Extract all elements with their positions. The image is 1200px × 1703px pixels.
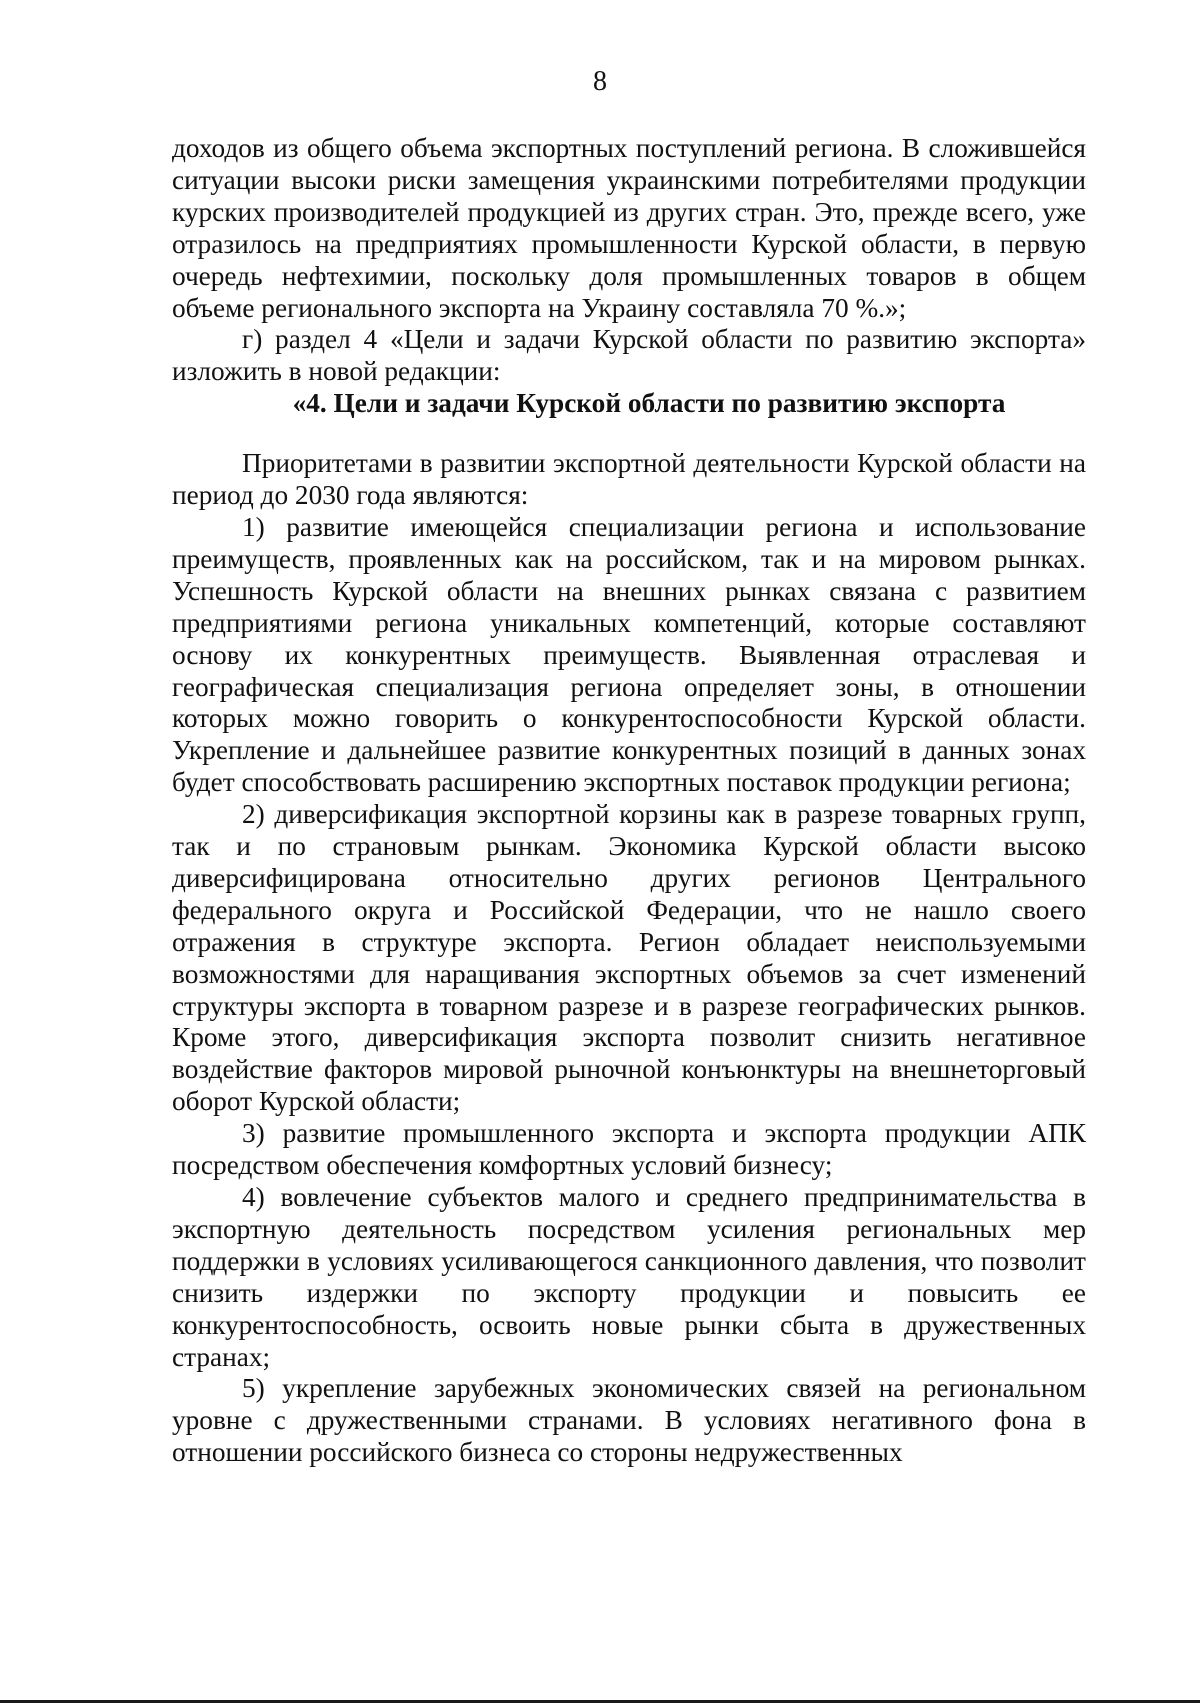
paragraph-continuation: доходов из общего объема экспортных поступлений региона. В сложившейся ситуации высоки риски замещения украинскими потребителями продукции курских производителей продукцией из других стран. Это, прежде всего, уже отразилось на предприятиях промышленности Курской области, в первую очередь нефтехимии, поскольку доля промышленных товаров в общем объеме регионального экспорта на Украину составляла 70 %.»; [172,133,1086,323]
spacer [172,420,1086,448]
paragraph-priorities-intro: Приоритетами в развитии экспортной деятельности Курской области на период до 2030 года являются: [172,448,1086,511]
list-item-4: 4) вовлечение субъектов малого и среднего предпринимательства в экспортную деятельность посредством усиления региональных мер поддержки в условиях усиливающегося санкционного давления, что позволит снизить издержки по экспорту продукции и повысить ее конкурентоспособность, освоить новые рынки сбыта в дружественных странах; [172,1182,1086,1372]
document-body [172,133,1086,1469]
list-item-1: 1) развитие имеющейся специализации региона и использование преимуществ, проявленных как на российском, так и на мировом рынках. Успешность Курской области на внешних рынках связана с развитием предприятиями региона уникальных компетенций, которые составляют основу их конкурентных преимуществ. Выявленная отраслевая и географическая специализация региона определяет зоны, в отношении которых можно говорить о конкурентоспособности Курской области. Укрепление и дальнейшее развитие конкурентных позиций в данных зонах будет способствовать расширению экспортных поставок продукции региона; [172,511,1086,798]
list-item-2: 2) диверсификация экспортной корзины как в разрезе товарных групп, так и по страновым рынкам. Экономика Курской области высоко диверсифицирована относительно других регионов Центрального федерального округа и Российской Федерации, что не нашло своего отражения в структуре экспорта. Регион обладает неиспользуемыми возможностями для наращивания экспортных объемов за счет изменений структуры экспорта в товарном разрезе и в разрезе географических рынков. Кроме этого, диверсификация экспорта позволит снизить негативное воздействие факторов мировой рыночной конъюнктуры на внешнеторговый оборот Курской области; [172,799,1086,1117]
section-heading: «4. Цели и задачи Курской области по развитию экспорта [292,388,1006,419]
paragraph-amendment-g: г) раздел 4 «Цели и задачи Курской области по развитию экспорта» изложить в новой редакции: [172,324,1086,387]
list-item-5: 5) укрепление зарубежных экономических связей на региональном уровне с дружественными странами. В условиях негативного фона в отношении российского бизнеса со стороны недружественных [172,1373,1086,1468]
list-item-3: 3) развитие промышленного экспорта и экспорта продукции АПК посредством обеспечения комфортных условий бизнесу; [172,1118,1086,1181]
page-number: 8 [593,66,607,97]
